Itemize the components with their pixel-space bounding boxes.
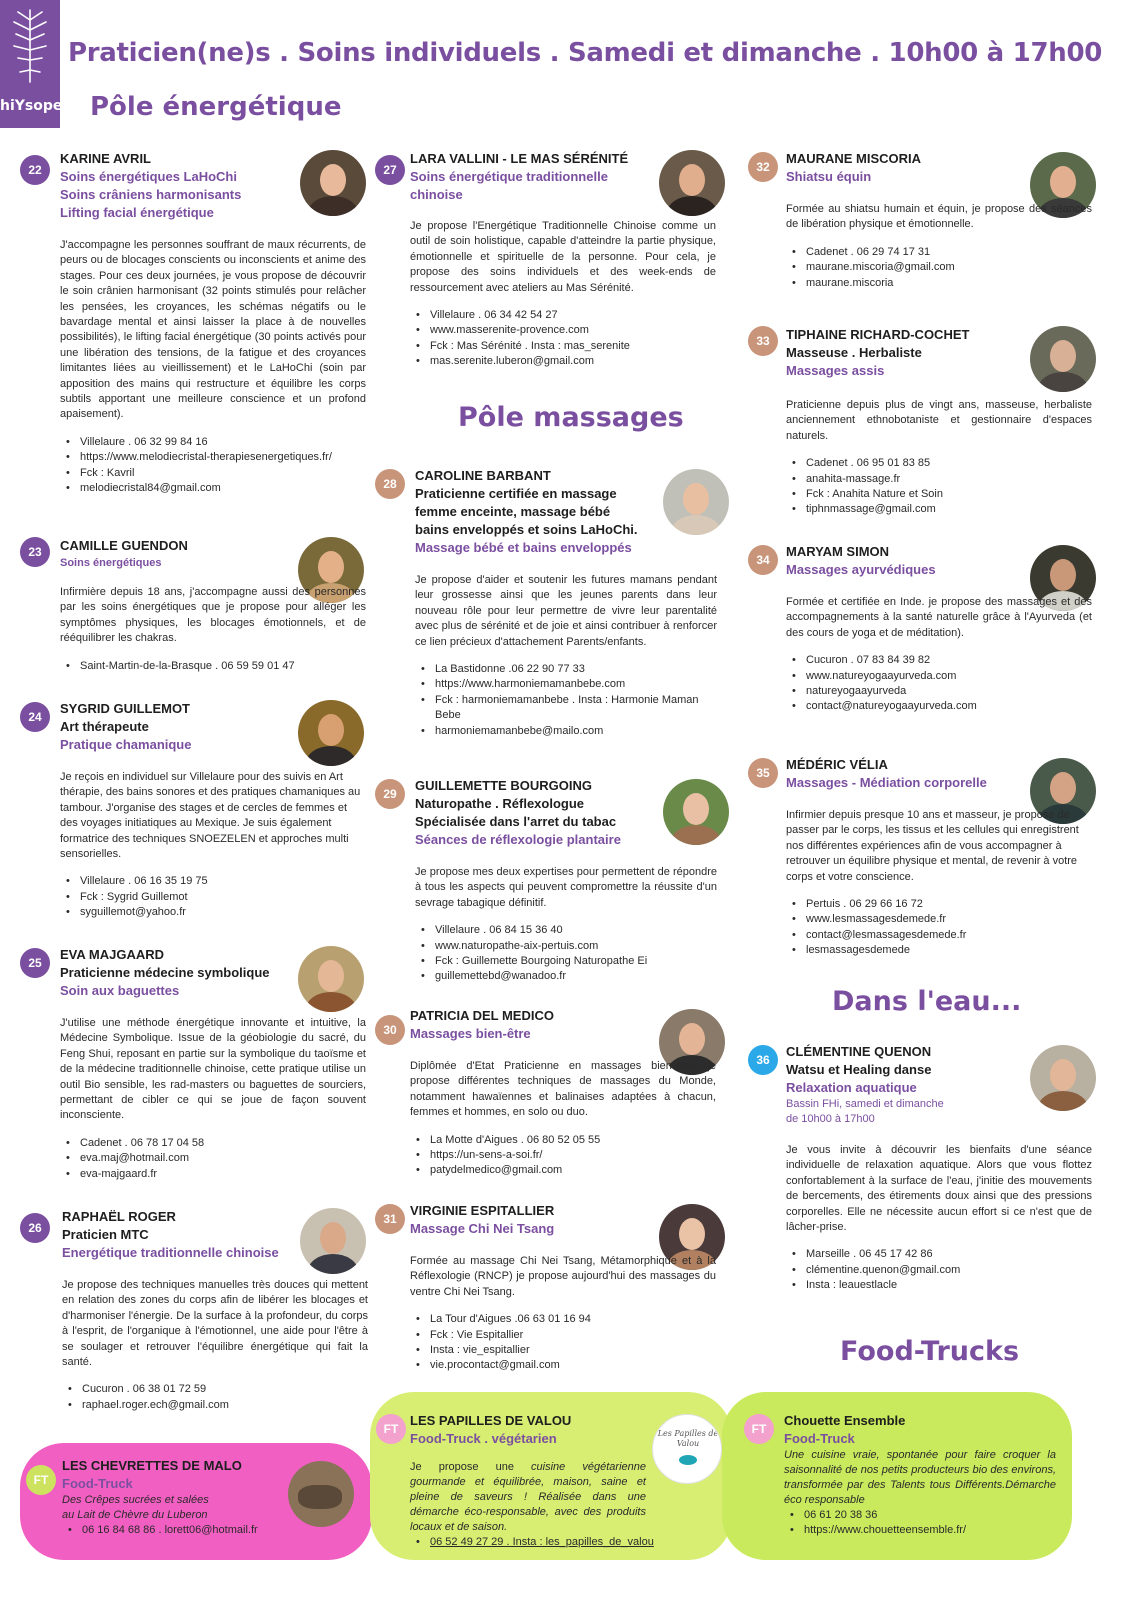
ft-desc-text: cuisine végétarienne gourmande et équilibrée, maison, saine et pleine de saveurs ! Réalisée dans une démarche éco-responsable, avec des produits locaux et de saison. (410, 1461, 646, 1533)
contact-item[interactable]: • www.lesmassagesdemede.fr (786, 912, 1092, 927)
specialty: Massages ayurvédiques (786, 562, 936, 577)
lavender-icon (8, 6, 52, 86)
number-badge: 22 (20, 155, 50, 185)
ft-contact: • https://www.chouetteensemble.fr/ (790, 1524, 967, 1536)
food-truck-card-malo (20, 1443, 372, 1560)
practitioner-name: CAMILLE GUENDON (60, 538, 188, 553)
practitioner-photo (663, 469, 729, 535)
contact-item: • Marseille . 06 45 17 42 86 (786, 1247, 1092, 1262)
practitioner-name: VIRGINIE ESPITALLIER (410, 1203, 555, 1218)
ft-name: LES PAPILLES DE VALOU (410, 1413, 572, 1428)
specialty: Massages assis (786, 363, 885, 378)
specialty: Energétique traditionnelle chinoise (62, 1245, 279, 1260)
practitioner-title: Praticien MTC (62, 1227, 149, 1242)
contact-item[interactable]: • www.masserenite-provence.com (410, 323, 716, 338)
description: Praticienne depuis plus de vingt ans, masseuse, herbaliste anciennement ethnobotaniste et gestionnaire d'espaces naturels. (786, 399, 1092, 442)
practitioner-name: GUILLEMETTE BOURGOING (415, 778, 592, 793)
number-badge: 29 (375, 779, 405, 809)
contact-item: • Fck : Vie Espitallier (410, 1328, 716, 1343)
contact-item: • Insta : leauestlacle (786, 1278, 1092, 1293)
contact-item[interactable]: • contact@natureyogaayurveda.com (786, 699, 1092, 714)
schedule-note: de 10h00 à 17h00 (786, 1113, 875, 1125)
practitioner-photo (659, 150, 725, 216)
food-truck-card-papilles (370, 1392, 732, 1560)
ft-spec: Food-Truck (784, 1431, 855, 1446)
description: Je propose l'Energétique Traditionnelle Chinoise comme un outil de soin holistique, capable d'atteindre la partie physique, émotionnelle et spirituelle de la personne. Pour cela, je propose des soins individuels et des week-ends de ressourcement avec ateliers au Mas Sérénité. (410, 220, 716, 294)
number-badge: 35 (748, 758, 778, 788)
papilles-logo-text: Les Papilles de Valou (657, 1429, 719, 1448)
specialty: Soins énergétiques LaHoChi (60, 169, 237, 184)
specialty: Massages - Médiation corporelle (786, 775, 987, 790)
contact-item[interactable]: • https://www.melodiecristal-therapiesenergetiques.fr/ (60, 450, 366, 465)
specialty: Pratique chamanique (60, 737, 192, 752)
contact-item: • Cadenet . 06 29 74 17 31 (786, 245, 1092, 260)
specialty: Soin aux baguettes (60, 983, 180, 998)
contact-item[interactable]: • eva-majgaard.fr (60, 1167, 366, 1182)
specialty: Massage Chi Nei Tsang (410, 1221, 555, 1236)
description: Formée et certifiée en Inde. je propose des massages et des accompagnements à la santé naturelle grâce à l'Ayurveda (et des cours de yoga et de méditation). (786, 596, 1092, 639)
specialty: Soins énergétiques (60, 557, 162, 569)
contact-item: • Villelaure . 06 84 15 36 40 (415, 923, 717, 938)
ft-spec: Food-Truck . végétarien (410, 1431, 557, 1446)
contact-item[interactable]: • eva.maj@hotmail.com (60, 1151, 366, 1166)
ft-name: LES CHEVRETTES DE MALO (62, 1458, 242, 1473)
contact-item[interactable]: • clémentine.quenon@gmail.com (786, 1263, 1092, 1278)
specialty: Relaxation aquatique (786, 1080, 917, 1095)
practitioner-name: MÉDÉRIC VÉLIA (786, 757, 888, 772)
practitioner-photo (300, 150, 366, 216)
practitioner-title: Naturopathe . Réflexologue (415, 796, 585, 811)
ft-contact-text[interactable]: 06 61 20 38 36 (804, 1509, 878, 1521)
practitioner-name: MAURANE MISCORIA (786, 151, 922, 166)
number-badge: 27 (375, 155, 405, 185)
ft-spec: Food-Truck (62, 1476, 133, 1491)
specialty: chinoise (410, 187, 463, 202)
practitioner-photo (1030, 326, 1096, 392)
ft-contact-text[interactable]: 06 52 49 27 29 . Insta : les_papilles_de_valou (430, 1536, 654, 1548)
contact-item[interactable]: • guillemettebd@wanadoo.fr (415, 969, 717, 984)
section-title-energetique: Pôle énergétique (90, 92, 342, 122)
practitioner-name: MARYAM SIMON (786, 544, 890, 559)
practitioner-name: TIPHAINE RICHARD-COCHET (786, 327, 970, 342)
specialty: Shiatsu équin (786, 169, 872, 184)
ft-description: Une cuisine vraie, spontanée pour faire croquer la saisonnalité de nos petits producteurs bio des environs, transformée par des Talents tous Différents.Démarche éco responsable (784, 1449, 1056, 1506)
description: Je vous invite à découvrir les bienfaits d'une séance individuelle de relaxation aquatique. Alors que vous flottez confortablement à la surface de l'eau, j'initie des mouvements de bercements, des étirements doux ainsi que des pressions corporelles. Elle ne nécessite aucun effort si ce n'est que de lâcher-prise. (786, 1144, 1092, 1234)
contact-item: • Insta : vie_espitallier (410, 1343, 716, 1358)
contact-item[interactable]: • https://un-sens-a-soi.fr/ (410, 1148, 716, 1163)
ft-contact-text[interactable]: 06 16 84 68 86 . lorett06@hotmail.fr (82, 1524, 258, 1536)
description: Diplômée d'Etat Praticienne en massages bien-être, je propose différentes techniques de massages du Monde, notamment hawaïennes et balinaises adaptées à chacun, femmes et hommes, en solo ou duo. (410, 1060, 716, 1119)
practitioner-name: CAROLINE BARBANT (415, 468, 551, 483)
ft-intro: Je propose une (410, 1461, 532, 1473)
practitioner-photo (1030, 1045, 1096, 1111)
number-badge: 25 (20, 948, 50, 978)
contact-item: • Fck : Kavril (60, 466, 366, 481)
number-badge: 31 (375, 1204, 405, 1234)
contact-item: • La Motte d'Aigues . 06 80 52 05 55 (410, 1133, 716, 1148)
contact-item[interactable]: • maurane.miscoria@gmail.com (786, 260, 1092, 275)
ft-description (410, 1460, 646, 1535)
ft-line: au Lait de Chèvre du Luberon (62, 1509, 208, 1521)
ft-badge: FT (744, 1414, 774, 1444)
section-title-dans-leau: Dans l'eau... (832, 986, 1022, 1017)
contact-item[interactable]: • contact@lesmassagesdemede.fr (786, 928, 1092, 943)
description: Je propose d'aider et soutenir les futures mamans pendant leur grossesse ainsi que les jeunes parents dans leur nouveau rôle pour leur permettre de vivre leur parentalité avec plus de sérénité et de joie et ainsi contribuer à renforcer ce lien précieux d'attachement Parents/enfants. (415, 574, 717, 648)
specialty: Lifting facial énergétique (60, 205, 214, 220)
hiysope-logo (0, 0, 63, 128)
ft-badge: FT (376, 1414, 406, 1444)
description: Infirmier depuis presque 10 ans et masseur, je propose de passer par le corps, les tissus et les cellules qui enregistrent nos différentes expériences afin de vous accompagner à retrouver un équilibre physique et mental, de revenir à votre corps et votre conscience. (786, 809, 1079, 883)
contact-item: • Villelaure . 06 34 42 54 27 (410, 308, 716, 323)
ft-badge: FT (26, 1465, 56, 1495)
specialty: Soins crâniens harmonisants (60, 187, 242, 202)
number-badge: 23 (20, 537, 50, 567)
practitioner-title: Watsu et Healing danse (786, 1062, 932, 1077)
contact-item: • Fck : Sygrid Guillemot (60, 890, 366, 905)
section-title-food-trucks: Food-Trucks (840, 1336, 1020, 1367)
contact-item: • lesmassagesdemede (786, 943, 1092, 958)
number-badge: 24 (20, 702, 50, 732)
schedule-note: Bassin FHi, samedi et dimanche (786, 1098, 944, 1110)
contact-item[interactable]: • raphael.roger.ech@gmail.com (62, 1398, 368, 1413)
practitioner-name: KARINE AVRIL (60, 151, 151, 166)
practitioner-photo (663, 779, 729, 845)
practitioner-title: bains enveloppés et soins LaHoChi. (415, 522, 638, 537)
practitioner-title: Spécialisée dans l'arret du tabac (415, 814, 617, 829)
ft-contact: • 06 16 84 68 86 . lorett06@hotmail.fr (68, 1524, 258, 1536)
number-badge: 26 (20, 1213, 50, 1243)
practitioner-photo (298, 700, 364, 766)
practitioner-name: PATRICIA DEL MEDICO (410, 1008, 554, 1023)
contact-item: • Cucuron . 06 38 01 72 59 (62, 1382, 368, 1397)
contact-item: • Cadenet . 06 95 01 83 85 (786, 456, 1092, 471)
ft-contact: • 06 61 20 38 36 (790, 1509, 878, 1521)
contact-item[interactable]: • www.naturopathe-aix-pertuis.com (415, 939, 717, 954)
contact-item: • Pertuis . 06 29 66 16 72 (786, 897, 1092, 912)
food-truck-photo (288, 1461, 354, 1527)
practitioner-photo (300, 1208, 366, 1274)
contact-item: • natureyogaayurveda (786, 684, 1092, 699)
contact-item: • Cadenet . 06 78 17 04 58 (60, 1136, 366, 1151)
practitioner-title: Masseuse . Herbaliste (786, 345, 922, 360)
description: Infirmière depuis 18 ans, j'accompagne aussi des personnes par les soins énergétiques que je propose pour alléger les symptômes physiques, les blocages émotionnels, et de rééquilibrer les chakras. (60, 586, 366, 645)
practitioner-name: CLÉMENTINE QUENON (786, 1044, 932, 1059)
contact-item: • Villelaure . 06 16 35 19 75 (60, 874, 366, 889)
description: J'utilise une méthode énergétique innovante et intuitive, la Médecine Symbolique. Issue de la géobiologie du sacré, du Feng Shui, reposant en partie sur la symbolique du taoïsme et de la médecine traditionnelle chinoise, cette pratique utilise un outil Bio sensible, les rad-masters ou baguettes de sourciers, permettant de cibler ce qui se joue de façon souvent inconsciente. (60, 1017, 366, 1122)
contact-item[interactable]: • anahita-massage.fr (786, 472, 1092, 487)
contact-item[interactable]: • patydelmedico@gmail.com (410, 1163, 716, 1178)
contact-item: • Fck : Guillemette Bourgoing Naturopathe Ei (415, 954, 717, 969)
practitioner-name: RAPHAËL ROGER (62, 1209, 176, 1224)
number-badge: 28 (375, 469, 405, 499)
practitioner-photo (298, 946, 364, 1012)
contact-item[interactable]: • vie.procontact@gmail.com (410, 1358, 716, 1373)
contact-item[interactable]: • mas.serenite.luberon@gmail.com (410, 354, 716, 369)
practitioner-title: Praticienne médecine symbolique (60, 965, 270, 980)
practitioner-title: Art thérapeute (60, 719, 149, 734)
description: Je propose des techniques manuelles très douces qui mettent en relation des zones du corps afin de libérer les blocages et d'harmoniser l'énergie. De la surface à la profondeur, du corps à l'esprit, de l'organique à l'émotionnel, une aide pour l'être à se soulager et retrouver l'équilibre énergétique qui fait la santé. (62, 1279, 368, 1369)
practitioner-title: femme enceinte, massage bébé (415, 504, 611, 519)
contact-item: • Saint-Martin-de-la-Brasque . 06 59 59 01 47 (60, 659, 366, 674)
specialty: Massage bébé et bains enveloppés (415, 540, 632, 555)
number-badge: 32 (748, 152, 778, 182)
practitioner-name: EVA MAJGAARD (60, 947, 165, 962)
contact-item[interactable]: • melodiecristal84@gmail.com (60, 481, 366, 496)
number-badge: 36 (748, 1045, 778, 1075)
description: Je reçois en individuel sur Villelaure pour des suivis en Art thérapie, des bains sonores et des pratiques chamaniques au tambour. J'organise des stages et de cercles de femmes et des voyages initiatiques au Mexique. Je suis également formatrice des techniques SNOEZELEN et approches multi sensorielles. (60, 771, 361, 861)
practitioner-name: LARA VALLINI - LE MAS SÉRÉNITÉ (410, 151, 629, 166)
contact-item[interactable]: • harmoniemamanbebe@mailo.com (415, 724, 717, 739)
contact-item[interactable]: • tiphnmassage@gmail.com (786, 502, 1092, 517)
practitioner-name: SYGRID GUILLEMOT (60, 701, 190, 716)
ft-contact: • 06 52 49 27 29 . Insta : les_papilles_de_valou (416, 1536, 654, 1548)
contact-item[interactable]: • syguillemot@yahoo.fr (60, 905, 366, 920)
number-badge: 34 (748, 545, 778, 575)
specialty: Massages bien-être (410, 1026, 531, 1041)
description: Formée au shiatsu humain et équin, je propose des séances de libération physique et émotionnelle. (786, 203, 1092, 231)
contact-item: • maurane.miscoria (786, 276, 1092, 291)
specialty: Soins énergétique traditionnelle (410, 169, 608, 184)
food-truck-card-chouette (722, 1392, 1072, 1560)
logo-text: hiYsope (0, 98, 63, 114)
contact-item: • Fck : harmoniemamanbebe . Insta : Harmonie Maman Bebe (415, 693, 717, 724)
specialty: Séances de réflexologie plantaire (415, 832, 621, 847)
contact-item: • Villelaure . 06 32 99 84 16 (60, 435, 366, 450)
number-badge: 30 (375, 1015, 405, 1045)
contact-item: • La Tour d'Aigues .06 63 01 16 94 (410, 1312, 716, 1327)
practitioner-title: Praticienne certifiée en massage (415, 486, 617, 501)
section-title-massages: Pôle massages (458, 402, 684, 433)
contact-item: • Cucuron . 07 83 84 39 82 (786, 653, 1092, 668)
description: J'accompagne les personnes souffrant de maux récurrents, de peurs ou de blocages conscients ou inconscients et anime des stages. Pour ces deux journées, je vous propose de découvrir le soin crânien harmonisant (32 points stimulés pour relâcher les pensées, les croyances, les schémas négatifs ou le bavardage mental et ainsi laisser la place à de nouvelles possibilités), le lifting facial énergétique (30 points activés pour une libération des tensions, de la fatigue et des croyances limitantes liées au vieillissement) et le LaHoChi (soin par apposition des mains qui restructure et équilibre les corps subtils apportant une meilleure conscience et un profond apaisement). (60, 239, 366, 421)
description: Je propose mes deux expertises pour permettent de répondre à tous les aspects qui peuvent compromettre la réussite d'un sevrage tabagique définitif. (415, 866, 717, 909)
contact-item: • Fck : Anahita Nature et Soin (786, 487, 1092, 502)
ft-contact-text[interactable]: https://www.chouetteensemble.fr/ (804, 1524, 967, 1536)
page-title: Praticien(ne)s . Soins individuels . Samedi et dimanche . 10h00 à 17h00 (68, 38, 1103, 68)
ft-line: Des Crêpes sucrées et salées (62, 1494, 209, 1506)
contact-item: • Fck : Mas Sérénité . Insta : mas_serenite (410, 339, 716, 354)
contact-item: • La Bastidonne .06 22 90 77 33 (415, 662, 717, 677)
ft-name: Chouette Ensemble (784, 1413, 906, 1428)
description: Formée au massage Chi Nei Tsang, Métamorphique et à la Réflexologie (RNCP) je propose aujourd'hui des massages du ventre Chi Nei Tsang. (410, 1255, 716, 1298)
number-badge: 33 (748, 326, 778, 356)
contact-item[interactable]: • www.natureyogaayurveda.com (786, 669, 1092, 684)
contact-item[interactable]: • https://www.harmoniemamanbebe.com (415, 677, 717, 692)
